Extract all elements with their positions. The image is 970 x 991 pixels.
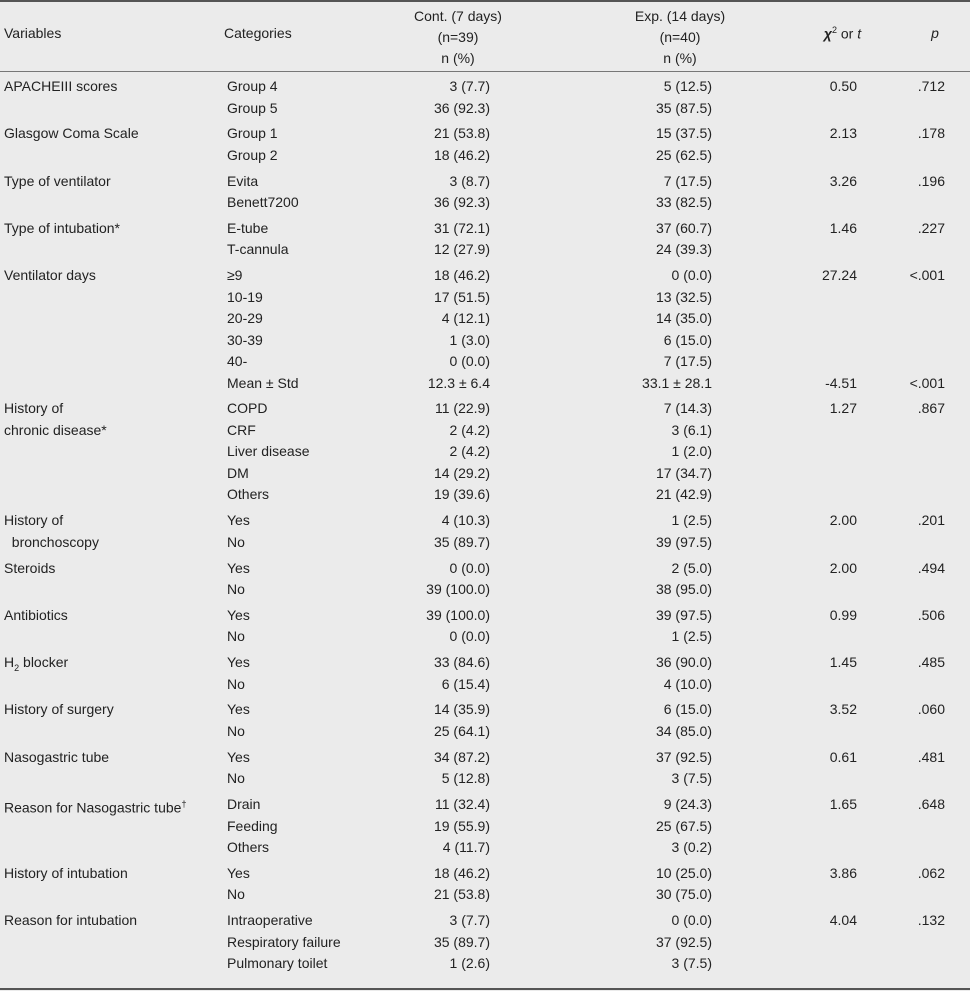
control-value-cell: 12.3 ± 6.4 bbox=[427, 374, 490, 391]
p-value-cell: .648 bbox=[917, 796, 945, 813]
variable-label-text: Reason for intubation bbox=[4, 912, 138, 929]
category-cell: No bbox=[227, 886, 245, 903]
table-row bbox=[0, 747, 970, 769]
table-row bbox=[0, 287, 970, 309]
control-value-cell: 36 (92.3) bbox=[433, 99, 490, 116]
table-row bbox=[0, 626, 970, 648]
statistic-cell: 4.04 bbox=[829, 912, 857, 929]
variable-label-text: History of bbox=[4, 512, 64, 529]
category-cell: ≥9 bbox=[227, 267, 243, 284]
variable-label bbox=[4, 910, 137, 932]
experimental-value-cell: 1 (2.5) bbox=[671, 512, 712, 529]
experimental-value-cell: 3 (6.1) bbox=[671, 421, 712, 438]
control-value-cell: 39 (100.0) bbox=[426, 606, 490, 623]
experimental-value-cell: 3 (7.5) bbox=[671, 955, 712, 972]
variable-label bbox=[4, 699, 114, 721]
header-categories: Categories bbox=[224, 25, 292, 41]
variable-label bbox=[4, 123, 139, 145]
category-cell: COPD bbox=[227, 400, 268, 417]
variable-group bbox=[0, 699, 970, 742]
control-value-cell: 18 (46.2) bbox=[433, 267, 490, 284]
p-value-cell: <.001 bbox=[909, 267, 945, 284]
control-value-cell: 21 (53.8) bbox=[433, 125, 490, 142]
header-experimental-group bbox=[605, 6, 755, 69]
variable-label bbox=[4, 171, 111, 193]
category-cell: Yes bbox=[227, 559, 250, 576]
category-cell: No bbox=[227, 533, 245, 550]
category-cell: Drain bbox=[227, 796, 261, 813]
experimental-value-cell: 37 (60.7) bbox=[655, 219, 712, 236]
variable-label bbox=[4, 398, 63, 420]
table-body bbox=[0, 76, 970, 979]
control-value-cell: 4 (11.7) bbox=[442, 839, 490, 856]
variable-group bbox=[0, 398, 970, 506]
control-value-cell: 0 (0.0) bbox=[449, 628, 490, 645]
variable-label bbox=[4, 747, 109, 769]
p-value-cell: .178 bbox=[917, 125, 945, 142]
category-cell: No bbox=[227, 722, 245, 739]
experimental-value-cell: 5 (12.5) bbox=[663, 78, 712, 94]
p-value-cell: .196 bbox=[917, 172, 945, 189]
table-row bbox=[0, 721, 970, 743]
experimental-value-cell: 21 (42.9) bbox=[655, 486, 712, 503]
statistic-cell: 1.27 bbox=[829, 400, 857, 417]
control-value-cell: 3 (8.7) bbox=[449, 172, 490, 189]
control-value-cell: 4 (12.1) bbox=[441, 310, 490, 327]
experimental-value-cell: 15 (37.5) bbox=[655, 125, 712, 142]
variable-label-text: Glasgow Coma Scale bbox=[4, 125, 139, 142]
variable-label-text: Ventilator days bbox=[4, 267, 96, 284]
table-row bbox=[0, 884, 970, 906]
category-cell: Yes bbox=[227, 512, 250, 529]
table-row bbox=[0, 953, 970, 975]
category-cell: Yes bbox=[227, 864, 250, 881]
p-value-cell: .062 bbox=[917, 864, 945, 881]
category-cell: Intraoperative bbox=[227, 912, 313, 929]
table-row bbox=[0, 652, 970, 674]
control-value-cell: 31 (72.1) bbox=[433, 219, 490, 236]
table-row bbox=[0, 171, 970, 193]
table-row bbox=[0, 699, 970, 721]
variable-group bbox=[0, 123, 970, 166]
statistic-cell: 2.00 bbox=[829, 512, 857, 529]
p-value-cell: .227 bbox=[917, 219, 945, 236]
control-value-cell: 19 (39.6) bbox=[433, 486, 490, 503]
statistic-cell: 3.52 bbox=[829, 701, 857, 718]
p-value-cell: .481 bbox=[917, 748, 945, 765]
control-value-cell: 3 (7.7) bbox=[449, 78, 490, 94]
table-row bbox=[0, 674, 970, 696]
statistic-cell: 1.46 bbox=[829, 219, 857, 236]
control-value-cell: 33 (84.6) bbox=[433, 654, 490, 671]
experimental-value-cell: 10 (25.0) bbox=[655, 864, 712, 881]
category-cell: 40- bbox=[227, 353, 248, 370]
control-value-cell: 3 (7.7) bbox=[449, 912, 490, 929]
variable-group bbox=[0, 863, 970, 906]
variable-label-text: H bbox=[4, 654, 15, 671]
variable-group bbox=[0, 605, 970, 648]
variable-label-line2: chronic disease* bbox=[4, 421, 107, 438]
variable-label-footnote: † bbox=[181, 799, 187, 810]
control-value-cell: 0 (0.0) bbox=[449, 559, 490, 576]
control-value-cell: 19 (55.9) bbox=[433, 817, 490, 834]
category-cell: Liver disease bbox=[227, 443, 310, 460]
category-cell: T-cannula bbox=[227, 241, 289, 258]
control-value-cell: 35 (89.7) bbox=[433, 533, 490, 550]
table-row bbox=[0, 308, 970, 330]
statistic-cell: 1.65 bbox=[829, 796, 857, 813]
control-value-cell: 35 (89.7) bbox=[433, 933, 490, 950]
table-row bbox=[0, 420, 970, 442]
category-cell: Others bbox=[227, 486, 270, 503]
header-control-title: Cont. (7 days) bbox=[414, 8, 502, 24]
control-value-cell: 5 (12.8) bbox=[441, 770, 490, 787]
control-value-cell: 1 (2.6) bbox=[449, 955, 490, 972]
header-control-n: (n=39) bbox=[437, 29, 479, 45]
statistic-cell: -4.51 bbox=[825, 374, 857, 391]
statistic-cell: 1.45 bbox=[829, 654, 857, 671]
category-cell: No bbox=[227, 770, 245, 787]
variable-label-text: Reason for Nasogastric tube bbox=[4, 799, 182, 816]
header-control-group bbox=[383, 6, 533, 69]
category-cell: Evita bbox=[227, 172, 259, 189]
experimental-value-cell: 24 (39.3) bbox=[655, 241, 712, 258]
statistic-cell: 27.24 bbox=[821, 267, 857, 284]
experimental-value-cell: 25 (67.5) bbox=[655, 817, 712, 834]
variable-label bbox=[4, 218, 120, 240]
category-cell: Feeding bbox=[227, 817, 278, 834]
variable-label-text: Type of ventilator bbox=[4, 172, 111, 189]
table-row bbox=[0, 532, 970, 554]
experimental-value-cell: 17 (34.7) bbox=[655, 464, 712, 481]
experimental-value-cell: 30 (75.0) bbox=[655, 886, 712, 903]
table-row bbox=[0, 579, 970, 601]
category-cell: Yes bbox=[227, 606, 250, 623]
bottom-rule bbox=[0, 988, 970, 990]
variable-group bbox=[0, 558, 970, 601]
header-p-value: p bbox=[931, 25, 939, 41]
experimental-value-cell: 1 (2.5) bbox=[671, 628, 712, 645]
table-row bbox=[0, 192, 970, 214]
table-row bbox=[0, 98, 970, 120]
table-row bbox=[0, 398, 970, 420]
experimental-value-cell: 1 (2.0) bbox=[671, 443, 712, 460]
variable-group bbox=[0, 794, 970, 859]
control-value-cell: 1 (3.0) bbox=[449, 331, 490, 348]
variable-group bbox=[0, 747, 970, 790]
experimental-value-cell: 36 (90.0) bbox=[655, 654, 712, 671]
p-value-cell: .712 bbox=[917, 78, 945, 94]
variable-group bbox=[0, 76, 970, 119]
statistic-cell: 2.00 bbox=[829, 559, 857, 576]
table-row bbox=[0, 330, 970, 352]
experimental-value-cell: 13 (32.5) bbox=[655, 288, 712, 305]
variable-label-text: Nasogastric tube bbox=[4, 748, 110, 765]
variable-label bbox=[4, 265, 96, 287]
control-value-cell: 2 (4.2) bbox=[449, 443, 490, 460]
table-row bbox=[0, 265, 970, 287]
table-row bbox=[0, 123, 970, 145]
experimental-value-cell: 9 (24.3) bbox=[663, 796, 712, 813]
experimental-value-cell: 6 (15.0) bbox=[663, 331, 712, 348]
control-value-cell: 34 (87.2) bbox=[433, 748, 490, 765]
table-row bbox=[0, 558, 970, 580]
table-row bbox=[0, 768, 970, 790]
variable-group bbox=[0, 910, 970, 975]
table-row bbox=[0, 373, 970, 395]
table-row bbox=[0, 605, 970, 627]
category-cell: Yes bbox=[227, 701, 250, 718]
variable-label bbox=[4, 558, 55, 580]
table-row bbox=[0, 76, 970, 98]
header-experimental-title: Exp. (14 days) bbox=[634, 8, 726, 24]
category-cell: Respiratory failure bbox=[227, 933, 341, 950]
p-value-cell: .060 bbox=[917, 701, 945, 718]
control-value-cell: 11 (32.4) bbox=[435, 796, 490, 813]
p-value-cell: .494 bbox=[917, 559, 945, 576]
experimental-value-cell: 2 (5.0) bbox=[671, 559, 712, 576]
experimental-value-cell: 37 (92.5) bbox=[655, 933, 712, 950]
experimental-value-cell: 0 (0.0) bbox=[671, 267, 712, 284]
experimental-value-cell: 3 (7.5) bbox=[671, 770, 712, 787]
table-row bbox=[0, 351, 970, 373]
header-experimental-unit: n (%) bbox=[663, 50, 697, 66]
header-rule bbox=[0, 71, 970, 72]
statistic-cell: 3.86 bbox=[829, 864, 857, 881]
category-cell: CRF bbox=[227, 421, 256, 438]
variable-label-text: Type of intubation* bbox=[4, 219, 120, 236]
table-row bbox=[0, 816, 970, 838]
category-cell: 10-19 bbox=[227, 288, 263, 305]
variable-label bbox=[4, 863, 128, 885]
variable-label-rest: blocker bbox=[19, 654, 69, 671]
experimental-value-cell: 39 (97.5) bbox=[655, 606, 712, 623]
variable-group bbox=[0, 652, 970, 695]
table-row bbox=[0, 145, 970, 167]
experimental-value-cell: 6 (15.0) bbox=[663, 701, 712, 718]
experimental-value-cell: 7 (14.3) bbox=[663, 400, 712, 417]
p-value-cell: .201 bbox=[917, 512, 945, 529]
category-cell: E-tube bbox=[227, 219, 269, 236]
p-value-cell: <.001 bbox=[909, 374, 945, 391]
variable-label bbox=[4, 76, 117, 98]
experimental-value-cell: 37 (92.5) bbox=[655, 748, 712, 765]
table-row bbox=[0, 441, 970, 463]
variable-label bbox=[4, 510, 63, 532]
experimental-value-cell: 38 (95.0) bbox=[655, 581, 712, 598]
t-symbol: t bbox=[857, 25, 862, 42]
experimental-value-cell: 7 (17.5) bbox=[663, 172, 712, 189]
variable-label-line2: bronchoscopy bbox=[4, 533, 99, 550]
p-value-cell: .485 bbox=[917, 654, 945, 671]
p-value-cell: .506 bbox=[917, 606, 945, 623]
variable-label-text: APACHEIII scores bbox=[4, 78, 118, 94]
control-value-cell: 11 (22.9) bbox=[435, 400, 490, 417]
experimental-value-cell: 14 (35.0) bbox=[655, 310, 712, 327]
control-value-cell: 12 (27.9) bbox=[433, 241, 490, 258]
control-value-cell: 6 (15.4) bbox=[441, 675, 490, 692]
variable-label-text: History of bbox=[4, 400, 64, 417]
variable-group bbox=[0, 265, 970, 394]
table-header bbox=[0, 0, 970, 71]
control-value-cell: 39 (100.0) bbox=[426, 581, 490, 598]
variable-group bbox=[0, 218, 970, 261]
control-value-cell: 36 (92.3) bbox=[433, 194, 490, 211]
category-cell: 20-29 bbox=[227, 310, 263, 327]
p-value-cell: .132 bbox=[917, 912, 945, 929]
category-cell: Mean ± Std bbox=[227, 374, 299, 391]
control-value-cell: 2 (4.2) bbox=[449, 421, 490, 438]
chi-or: or bbox=[836, 25, 858, 42]
statistic-cell: 3.26 bbox=[829, 172, 857, 189]
experimental-value-cell: 33 (82.5) bbox=[655, 194, 712, 211]
control-value-cell: 25 (64.1) bbox=[433, 722, 490, 739]
table-row bbox=[0, 463, 970, 485]
chi-superscript: 2 bbox=[831, 25, 837, 35]
variable-label-text: History of intubation bbox=[4, 864, 128, 881]
category-cell: Others bbox=[227, 839, 270, 856]
table-row bbox=[0, 837, 970, 859]
experimental-value-cell: 35 (87.5) bbox=[655, 99, 712, 116]
statistic-cell: 0.50 bbox=[829, 78, 857, 94]
table-row bbox=[0, 239, 970, 261]
chi-symbol: χ bbox=[823, 25, 832, 42]
table-row bbox=[0, 484, 970, 506]
variable-label-subscript: 2 bbox=[14, 662, 20, 673]
p-value-cell: .867 bbox=[917, 400, 945, 417]
variable-label-text: Antibiotics bbox=[4, 606, 68, 623]
control-value-cell: 17 (51.5) bbox=[433, 288, 490, 305]
statistic-cell: 0.99 bbox=[829, 606, 857, 623]
category-cell: Benett7200 bbox=[227, 194, 299, 211]
experimental-value-cell: 39 (97.5) bbox=[655, 533, 712, 550]
table-row bbox=[0, 794, 970, 816]
experimental-value-cell: 3 (0.2) bbox=[671, 839, 712, 856]
variable-label-text: Steroids bbox=[4, 559, 56, 576]
variable-label-text: History of surgery bbox=[4, 701, 114, 718]
variable-label bbox=[4, 605, 68, 627]
category-cell: Yes bbox=[227, 654, 250, 671]
category-cell: No bbox=[227, 675, 245, 692]
table-row bbox=[0, 218, 970, 240]
control-value-cell: 14 (29.2) bbox=[433, 464, 490, 481]
experimental-value-cell: 0 (0.0) bbox=[671, 912, 712, 929]
category-cell: Group 2 bbox=[227, 146, 278, 163]
control-value-cell: 4 (10.3) bbox=[441, 512, 490, 529]
variable-group bbox=[0, 510, 970, 553]
statistic-cell: 0.61 bbox=[829, 748, 857, 765]
category-cell: DM bbox=[227, 464, 249, 481]
control-value-cell: 0 (0.0) bbox=[449, 353, 490, 370]
table-row bbox=[0, 910, 970, 932]
table-row bbox=[0, 932, 970, 954]
variable-group bbox=[0, 171, 970, 214]
table-row bbox=[0, 510, 970, 532]
header-experimental-n: (n=40) bbox=[659, 29, 701, 45]
experimental-value-cell: 25 (62.5) bbox=[655, 146, 712, 163]
category-cell: Group 1 bbox=[227, 125, 278, 142]
header-variables: Variables bbox=[4, 25, 62, 41]
category-cell: 30-39 bbox=[227, 331, 263, 348]
experimental-value-cell: 7 (17.5) bbox=[663, 353, 712, 370]
control-value-cell: 21 (53.8) bbox=[433, 886, 490, 903]
experimental-value-cell: 33.1 ± 28.1 bbox=[642, 374, 712, 391]
category-cell: Pulmonary toilet bbox=[227, 955, 328, 972]
statistic-cell: 2.13 bbox=[829, 125, 857, 142]
category-cell: Group 5 bbox=[227, 99, 278, 116]
category-cell: No bbox=[227, 581, 245, 598]
category-cell: Yes bbox=[227, 748, 250, 765]
control-value-cell: 14 (35.9) bbox=[433, 701, 490, 718]
experimental-value-cell: 4 (10.0) bbox=[663, 675, 712, 692]
header-statistic bbox=[800, 25, 885, 42]
header-control-unit: n (%) bbox=[441, 50, 475, 66]
category-cell: No bbox=[227, 628, 245, 645]
table-row bbox=[0, 863, 970, 885]
category-cell: Group 4 bbox=[227, 78, 278, 94]
experimental-value-cell: 34 (85.0) bbox=[655, 722, 712, 739]
control-value-cell: 18 (46.2) bbox=[433, 864, 490, 881]
control-value-cell: 18 (46.2) bbox=[433, 146, 490, 163]
